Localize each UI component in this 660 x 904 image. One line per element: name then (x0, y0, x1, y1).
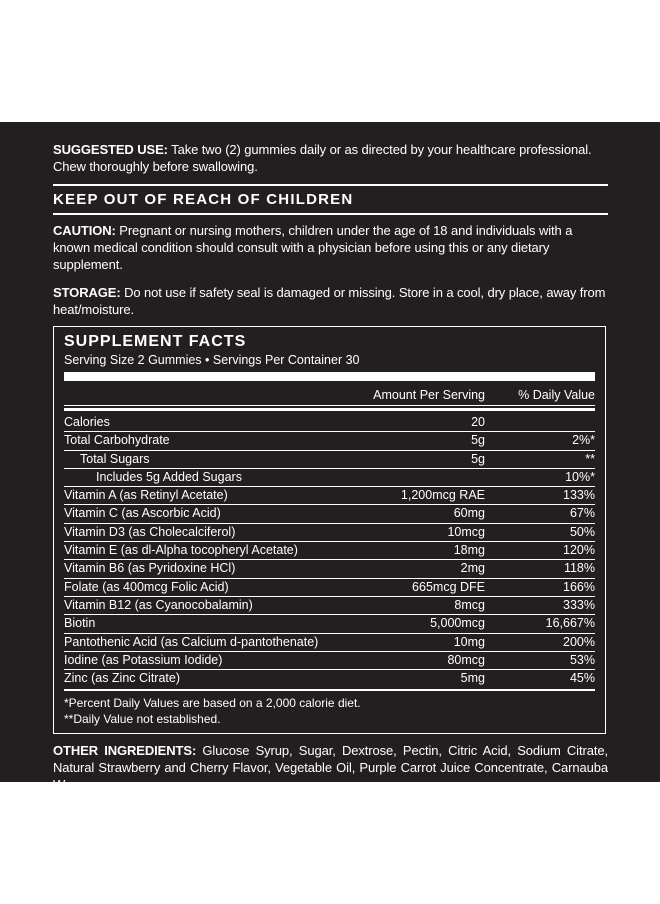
divider (53, 213, 608, 215)
other-ingredients (53, 742, 608, 793)
nutrient-name: Folate (as 400mcg Folic Acid) (64, 579, 229, 594)
nutrient-amount: 5,000mcg (430, 616, 485, 631)
nutrient-name: Biotin (64, 616, 96, 631)
table-row (64, 560, 595, 578)
caution (53, 222, 608, 273)
caution-text: Pregnant or nursing mothers, children under the age of 18 and individuals with a known medical condition should consult with a physician before using this or any dietary supplement. (53, 223, 573, 272)
table-row (64, 542, 595, 560)
nutrient-dv: 2%* (572, 433, 595, 448)
nutrient-dv: 166% (563, 579, 595, 594)
other-ingredients-text: Glucose Syrup, Sugar, Dextrose, Pectin, Citric Acid, Sodium Citrate, Natural Strawberry and Cherry Flavor, Vegetable Oil, Purple Carrot Juice Concentrate, Carnauba Wax. (53, 743, 608, 793)
warning-heading: KEEP OUT OF REACH OF CHILDREN (53, 191, 354, 208)
nutrient-dv: 16,667% (545, 616, 595, 631)
nutrient-dv: 67% (569, 506, 595, 521)
storage-text: Do not use if safety seal is damaged or missing. Store in a cool, dry place, away from heat/moisture. (53, 285, 606, 317)
storage-label: STORAGE: (53, 285, 121, 300)
footnote-not-established: **Daily Value not established. (64, 712, 221, 727)
nutrient-amount: 5g (471, 433, 485, 448)
nutrient-dv: 45% (569, 671, 595, 686)
nutrient-dv: 118% (563, 561, 595, 576)
table-row (64, 597, 595, 615)
nutrient-dv: 200% (563, 634, 595, 649)
amount-header: Amount Per Serving (373, 388, 485, 402)
caution-label: CAUTION: (53, 223, 116, 238)
nutrient-name: Includes 5g Added Sugars (96, 469, 242, 484)
nutrient-dv: ** (585, 451, 595, 466)
nutrient-name: Vitamin C (as Ascorbic Acid) (64, 506, 221, 521)
nutrient-name: Vitamin B6 (as Pyridoxine HCl) (64, 561, 236, 576)
nutrient-amount: 5mg (460, 671, 485, 686)
table-row (64, 505, 595, 523)
nutrient-amount: 18mg (453, 543, 485, 558)
table-row (64, 469, 595, 487)
label-content (53, 141, 608, 793)
nutrient-amount: 665mcg DFE (412, 579, 485, 594)
nutrient-amount: 10mcg (447, 524, 485, 539)
nutrient-dv: 133% (563, 488, 595, 503)
nutrient-name: Vitamin B12 (as Cyanocobalamin) (64, 597, 253, 612)
facts-rows (64, 408, 595, 687)
nutrient-name: Total Sugars (80, 451, 150, 466)
table-row (64, 579, 595, 597)
nutrient-name: Vitamin A (as Retinyl Acetate) (64, 488, 228, 503)
nutrient-dv: 333% (563, 597, 595, 612)
supplement-facts-box (53, 326, 606, 734)
serving-info: Serving Size 2 Gummies • Servings Per Container 30 (64, 353, 360, 367)
nutrient-name: Pantothenic Acid (as Calcium d-pantothenate) (64, 634, 319, 649)
table-row (64, 670, 595, 687)
nutrient-name: Calories (64, 415, 110, 429)
nutrient-name: Iodine (as Potassium Iodide) (64, 652, 223, 667)
nutrient-amount: 80mcg (447, 652, 485, 667)
other-ingredients-label: OTHER INGREDIENTS: (53, 743, 197, 759)
storage (53, 284, 608, 318)
table-row (64, 414, 595, 432)
suggested-use (53, 141, 608, 175)
nutrient-dv: 50% (569, 524, 595, 539)
table-row (64, 634, 595, 652)
nutrient-amount: 8mcg (454, 597, 485, 612)
table-row (64, 487, 595, 505)
table-row (64, 524, 595, 542)
nutrient-dv (489, 414, 595, 431)
facts-header-row (64, 385, 595, 406)
suggested-use-label: SUGGESTED USE: (53, 142, 168, 157)
table-row (64, 451, 595, 469)
nutrient-amount: 10mg (453, 634, 485, 649)
suggested-use-text: Take two (2) gummies daily or as directed by your healthcare professional. Chew thoroughly before swallowing. (53, 142, 592, 174)
nutrient-amount: 1,200mcg RAE (400, 488, 485, 503)
label-panel (0, 122, 660, 793)
table-row (64, 432, 595, 450)
table-row (64, 652, 595, 670)
nutrient-dv: 53% (569, 652, 595, 667)
nutrient-name: Total Carbohydrate (64, 433, 170, 448)
nutrient-name: Vitamin E (as dl-Alpha tocopheryl Acetate) (64, 543, 298, 558)
nutrient-amount: 2mg (460, 561, 485, 576)
nutrient-amount: 60mg (453, 506, 485, 521)
facts-title: SUPPLEMENT FACTS (64, 333, 247, 350)
footnote-daily-values: *Percent Daily Values are based on a 2,000 calorie diet. (64, 696, 361, 711)
nutrient-name: Zinc (as Zinc Citrate) (64, 671, 180, 686)
nutrient-name: Vitamin D3 (as Cholecalciferol) (64, 524, 236, 539)
nutrient-amount: 20 (471, 415, 485, 429)
divider (64, 689, 595, 691)
nutrient-amount (355, 469, 489, 486)
thick-rule (64, 372, 595, 381)
nutrient-dv: 120% (563, 543, 595, 558)
table-row (64, 615, 595, 633)
daily-value-header: % Daily Value (518, 388, 595, 402)
nutrient-amount: 5g (471, 451, 485, 466)
nutrient-dv: 10%* (565, 469, 595, 484)
